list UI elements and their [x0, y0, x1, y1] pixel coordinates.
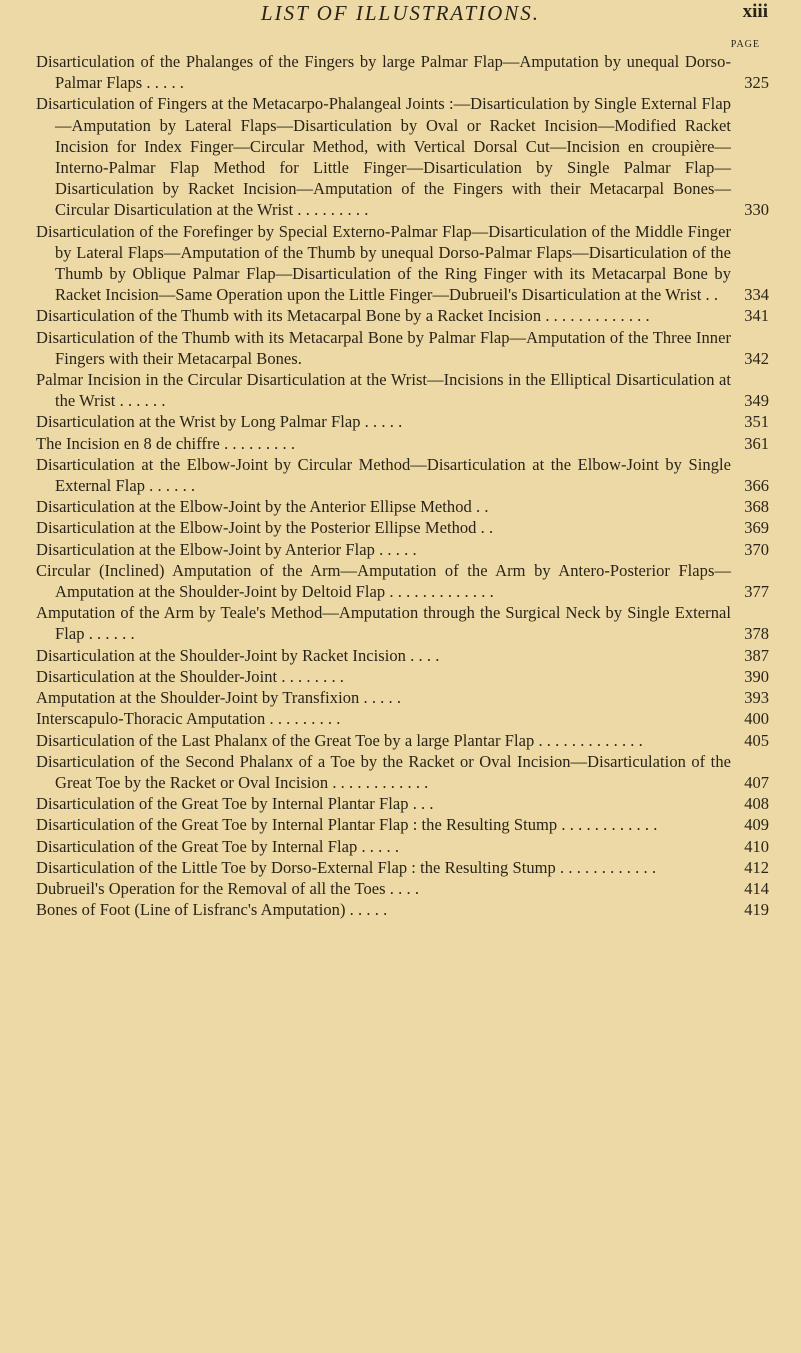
list-item: [36, 602, 769, 644]
entry-page-number: 419: [744, 900, 769, 920]
entry-title: Disarticulation at the Shoulder-Joint . . . . . . . .: [36, 666, 344, 686]
list-item: [36, 878, 769, 899]
entry-page-number: 370: [744, 539, 769, 559]
list-item: [36, 751, 769, 793]
entry-title: Disarticulation of the Great Toe by Internal Flap . . . . .: [36, 836, 400, 856]
entry-page-number: 334: [744, 285, 769, 305]
entry-title: Palmar Incision in the Circular Disarticulation at the Wrist—Incisions in the Elliptical Disarticulation at the Wrist . . . . . .: [36, 370, 731, 411]
list-item: [36, 454, 769, 496]
list-item: [36, 857, 769, 878]
list-item: [36, 560, 769, 602]
list-item: [36, 687, 769, 708]
entry-title: Disarticulation of the Thumb with its Metacarpal Bone by a Racket Incision . . . . . . . . . . . . .: [36, 306, 650, 326]
entry-page-number: 368: [744, 497, 769, 517]
entry-title: Disarticulation at the Wrist by Long Palmar Flap . . . . .: [36, 412, 403, 432]
list-item: [36, 327, 769, 369]
entry-page-number: 378: [744, 624, 769, 644]
entry-page-number: 393: [744, 688, 769, 708]
list-item: [36, 305, 769, 326]
entry-title: Interscapulo-Thoracic Amputation . . . . . . . . .: [36, 709, 341, 729]
list-item: [36, 836, 769, 857]
entry-title: Amputation of the Arm by Teale's Method—Amputation through the Surgical Neck by Single External Flap . . . . . .: [36, 603, 731, 644]
list-item: [36, 730, 769, 751]
entry-title: Disarticulation at the Elbow-Joint by Anterior Flap . . . . .: [36, 539, 417, 559]
list-item: [36, 666, 769, 687]
entry-page-number: 400: [744, 709, 769, 729]
list-item: [36, 793, 769, 814]
entry-title: Circular (Inclined) Amputation of the Arm—Amputation of the Arm by Antero-Posterior Flaps—Amputation at the Shoulder-Joint by Deltoid Flap . . . . . . . . . . . . .: [36, 560, 731, 602]
list-item: [36, 221, 769, 306]
entry-title: Disarticulation of the Great Toe by Internal Plantar Flap . . .: [36, 794, 434, 814]
entry-title: Amputation at the Shoulder-Joint by Transfixion . . . . .: [36, 688, 402, 708]
entry-page-number: 407: [744, 772, 769, 792]
entry-page-number: 387: [744, 645, 769, 665]
list-item: [36, 708, 769, 729]
list-item: [36, 539, 769, 560]
entry-page-number: 369: [744, 518, 769, 538]
entry-title: Bones of Foot (Line of Lisfranc's Amputation) . . . . .: [36, 900, 388, 920]
entry-page-number: 349: [744, 391, 769, 411]
entry-title: The Incision en 8 de chiffre . . . . . . . . .: [36, 433, 296, 453]
list-item: [36, 433, 769, 454]
list-item: [36, 517, 769, 538]
entry-title: Disarticulation of the Forefinger by Special Externo-Palmar Flap—Disarticulation of the Middle Finger by Lateral Flaps—Amputation of the Thumb by unequal Dorso-Palmar Flaps—Disarticulation of the Thumb by Oblique Palmar Flap—Disarticulation of the Ring Finger with its Metacarpal Bone by Racket Incision—Same Operation upon the Little Finger—Dubrueil's Disarticulation at the Wrist . .: [36, 221, 731, 305]
entry-page-number: 408: [744, 794, 769, 814]
entry-title: Disarticulation of Fingers at the Metacarpo-Phalangeal Joints :—Disarticulation by Single External Flap—Amputation by Lateral Flaps—Disarticulation by Oval or Racket Incision—Modified Racket Incision for Index Finger—Circular Method, with Vertical Dorsal Cut—Incision en croupière—Interno-Palmar Flap Method for Little Finger—Disarticulation by Single Palmar Flap—Disarticulation by Racket Incision—Amputation of the Fingers with their Metacarpal Bones—Circular Disarticulation at the Wrist . . . . . . . . .: [36, 94, 731, 220]
entry-page-number: 366: [744, 476, 769, 496]
entry-page-number: 341: [744, 306, 769, 326]
entry-title: Disarticulation of the Last Phalanx of the Great Toe by a large Plantar Flap . . . . . . . . . . . . .: [36, 730, 643, 750]
entry-page-number: 325: [744, 73, 769, 93]
list-item: [36, 93, 769, 220]
entry-page-number: 414: [744, 878, 769, 898]
illustration-list: [36, 51, 769, 920]
page-column-label: PAGE: [730, 39, 760, 50]
list-item: [36, 369, 769, 411]
entry-title: Disarticulation at the Elbow-Joint by the Posterior Ellipse Method . .: [36, 518, 494, 538]
list-item: [36, 411, 769, 432]
entry-page-number: 361: [744, 433, 769, 453]
entry-title: Disarticulation at the Shoulder-Joint by Racket Incision . . . .: [36, 645, 440, 665]
entry-page-number: 412: [744, 857, 769, 877]
entry-page-number: 330: [744, 200, 769, 220]
entry-page-number: 351: [744, 412, 769, 432]
list-item: [36, 814, 769, 835]
entry-page-number: 410: [744, 836, 769, 856]
entry-title: Disarticulation of the Second Phalanx of a Toe by the Racket or Oval Incision—Disarticulation of the Great Toe by the Racket or Oval Incision . . . . . . . . . . . .: [36, 751, 731, 792]
entry-page-number: 342: [744, 348, 769, 368]
entry-title: Disarticulation at the Elbow-Joint by Circular Method—Disarticulation at the Elbow-Joint by Single External Flap . . . . . .: [36, 454, 731, 496]
running-header-title: LIST OF ILLUSTRATIONS.: [260, 1, 541, 25]
entry-title: Disarticulation of the Great Toe by Internal Plantar Flap : the Resulting Stump . . . . . . . . . . . .: [36, 815, 658, 835]
entry-page-number: 390: [744, 666, 769, 686]
entry-title: Disarticulation of the Little Toe by Dorso-External Flap : the Resulting Stump . . . . . . . . . . . .: [36, 857, 657, 877]
list-item: [36, 496, 769, 517]
list-item: [36, 645, 769, 666]
entry-title: Disarticulation of the Thumb with its Metacarpal Bone by Palmar Flap—Amputation of the Three Inner Fingers with their Metacarpal Bones.: [36, 327, 731, 368]
entry-title: Dubrueil's Operation for the Removal of all the Toes . . . .: [36, 878, 420, 898]
entry-title: Disarticulation of the Phalanges of the Fingers by large Palmar Flap—Amputation by unequal Dorso-Palmar Flaps . . . . .: [36, 52, 731, 93]
list-item: [36, 899, 769, 920]
entry-title: Disarticulation at the Elbow-Joint by the Anterior Ellipse Method . .: [36, 497, 489, 517]
entry-page-number: 377: [744, 582, 769, 602]
folio-number: xiii: [742, 1, 768, 22]
entry-page-number: 409: [744, 815, 769, 835]
entry-page-number: 405: [744, 730, 769, 750]
list-item: [36, 51, 769, 93]
